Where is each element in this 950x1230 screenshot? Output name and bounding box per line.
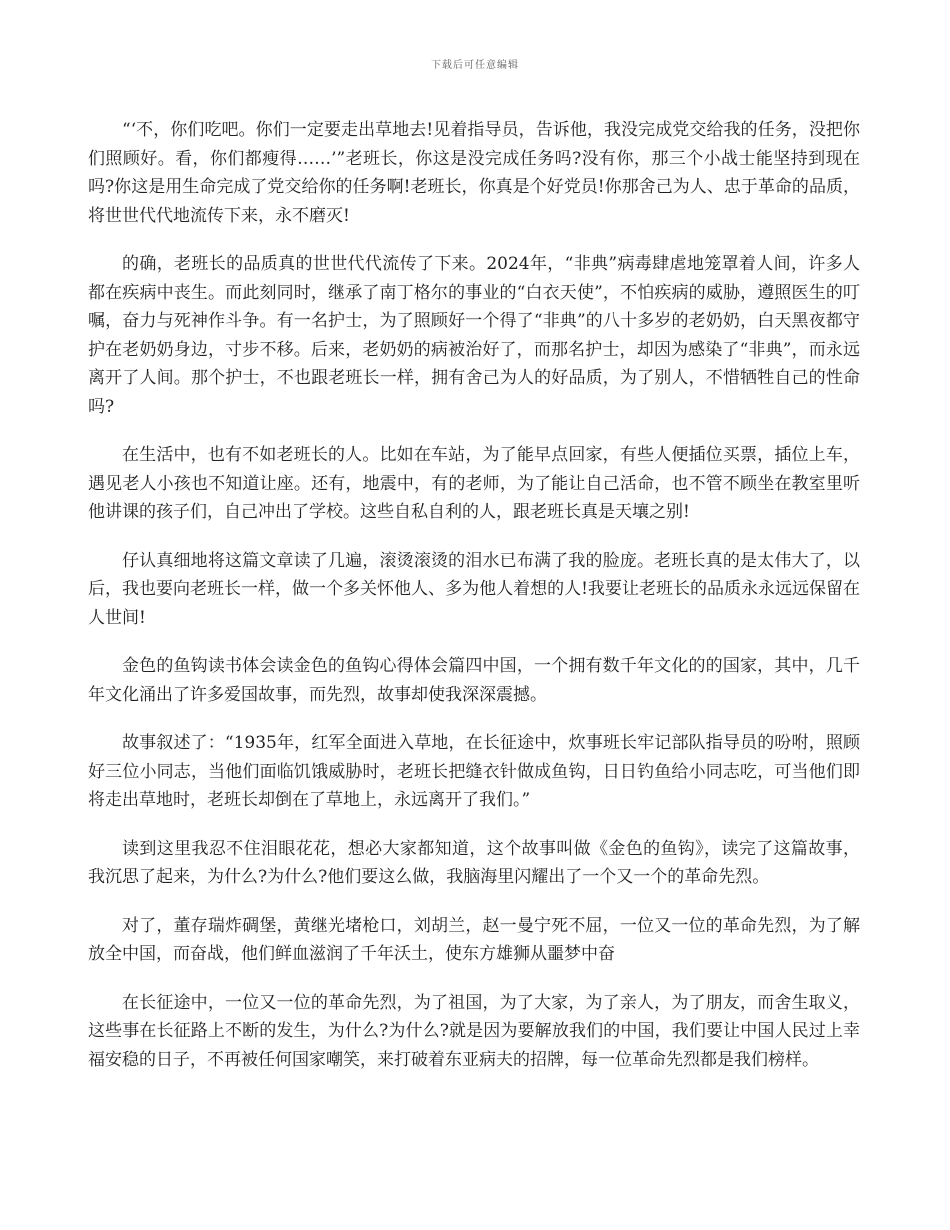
paragraph: 金色的鱼钩读书体会读金色的鱼钩心得体会篇四中国，一个拥有数千年文化的的国家，其中，几千年文化涌出了许多爱国故事，而先烈，故事却使我深深震撼。	[88, 656, 860, 705]
page-header: 下载后可任意编辑	[431, 60, 519, 71]
paragraph: 在生活中，也有不如老班长的人。比如在车站，为了能早点回家，有些人便插位买票，插位上车，遇见老人小孩也不知道让座。还有，地震中，有的老师，为了能让自己活命，也不管不顾坐在教室里听他讲课的孩子们，自己冲出了学校。这些自私自利的人，跟老班长真是天壤之别!	[88, 445, 860, 522]
paragraph: “‘不，你们吃吧。你们一定要走出草地去!见着指导员，告诉他，我没完成党交给我的任务，没把你们照顾好。看，你们都瘦得……’”老班长，你这是没完成任务吗?没有你，那三个小战士能坚持到现在吗?你这是用生命完成了党交给你的任务啊!老班长，你真是个好党员!你那舍己为人、忠于革命的品质，将世世代代地流传下来，永不磨灭!	[88, 120, 860, 226]
document-body	[88, 116, 860, 1094]
paragraph: 在长征途中，一位又一位的革命先烈，为了祖国，为了大家，为了亲人，为了朋友，而舍生取义，这些事在长征路上不断的发生，为什么?为什么?就是因为要解放我们的中国，我们要让中国人民过上幸福安稳的日子，不再被任何国家嘲笑，来打破着东亚病夫的招牌，每一位革命先烈都是我们榜样。	[88, 992, 860, 1070]
paragraph: 的确，老班长的品质真的世世代代流传了下来。2024年，“非典”病毒肆虐地笼罩着人间，许多人都在疾病中丧生。而此刻同时，继承了南丁格尔的事业的“白衣天使”，不怕疾病的威胁，遵照医生的叮嘱，奋力与死神作斗争。有一名护士，为了照顾好一个得了“非典”的八十多岁的老奶奶，白天黑夜都守护在老奶奶身边，寸步不移。后来，老奶奶的病被治好了，而那名护士，却因为感染了“非典”，而永远离开了人间。那个护士，不也跟老班长一样，拥有舍己为人的好品质，为了别人，不惜牺牲自己的性命吗?	[88, 254, 860, 417]
paragraph: 仔认真细地将这篇文章读了几遍，滚烫滚烫的泪水已布满了我的脸庞。老班长真的是太伟大了，以后，我也要向老班长一样，做一个多关怀他人、多为他人着想的人!我要让老班长的品质永永远远保留在人世间!	[88, 550, 860, 628]
paragraph: 对了，董存瑞炸碉堡，黄继光堵枪口，刘胡兰，赵一曼宁死不屈，一位又一位的革命先烈，为了解放全中国，而奋战，他们鲜血滋润了千年沃土，使东方雄狮从噩梦中奋	[88, 915, 860, 964]
paragraph: 读到这里我忍不住泪眼花花，想必大家都知道，这个故事叫做《金色的鱼钩》，读完了这篇故事，我沉思了起来，为什么?为什么?他们要这么做，我脑海里闪耀出了一个又一个的革命先烈。	[88, 838, 860, 887]
paragraph: 故事叙述了：“1935年，红军全面进入草地，在长征途中，炊事班长牢记部队指导员的吩咐，照顾好三位小同志，当他们面临饥饿威胁时，老班长把缝衣针做成鱼钩，日日钓鱼给小同志吃，可当他们即将走出草地时，老班长却倒在了草地上，永远离开了我们。”	[88, 733, 860, 810]
